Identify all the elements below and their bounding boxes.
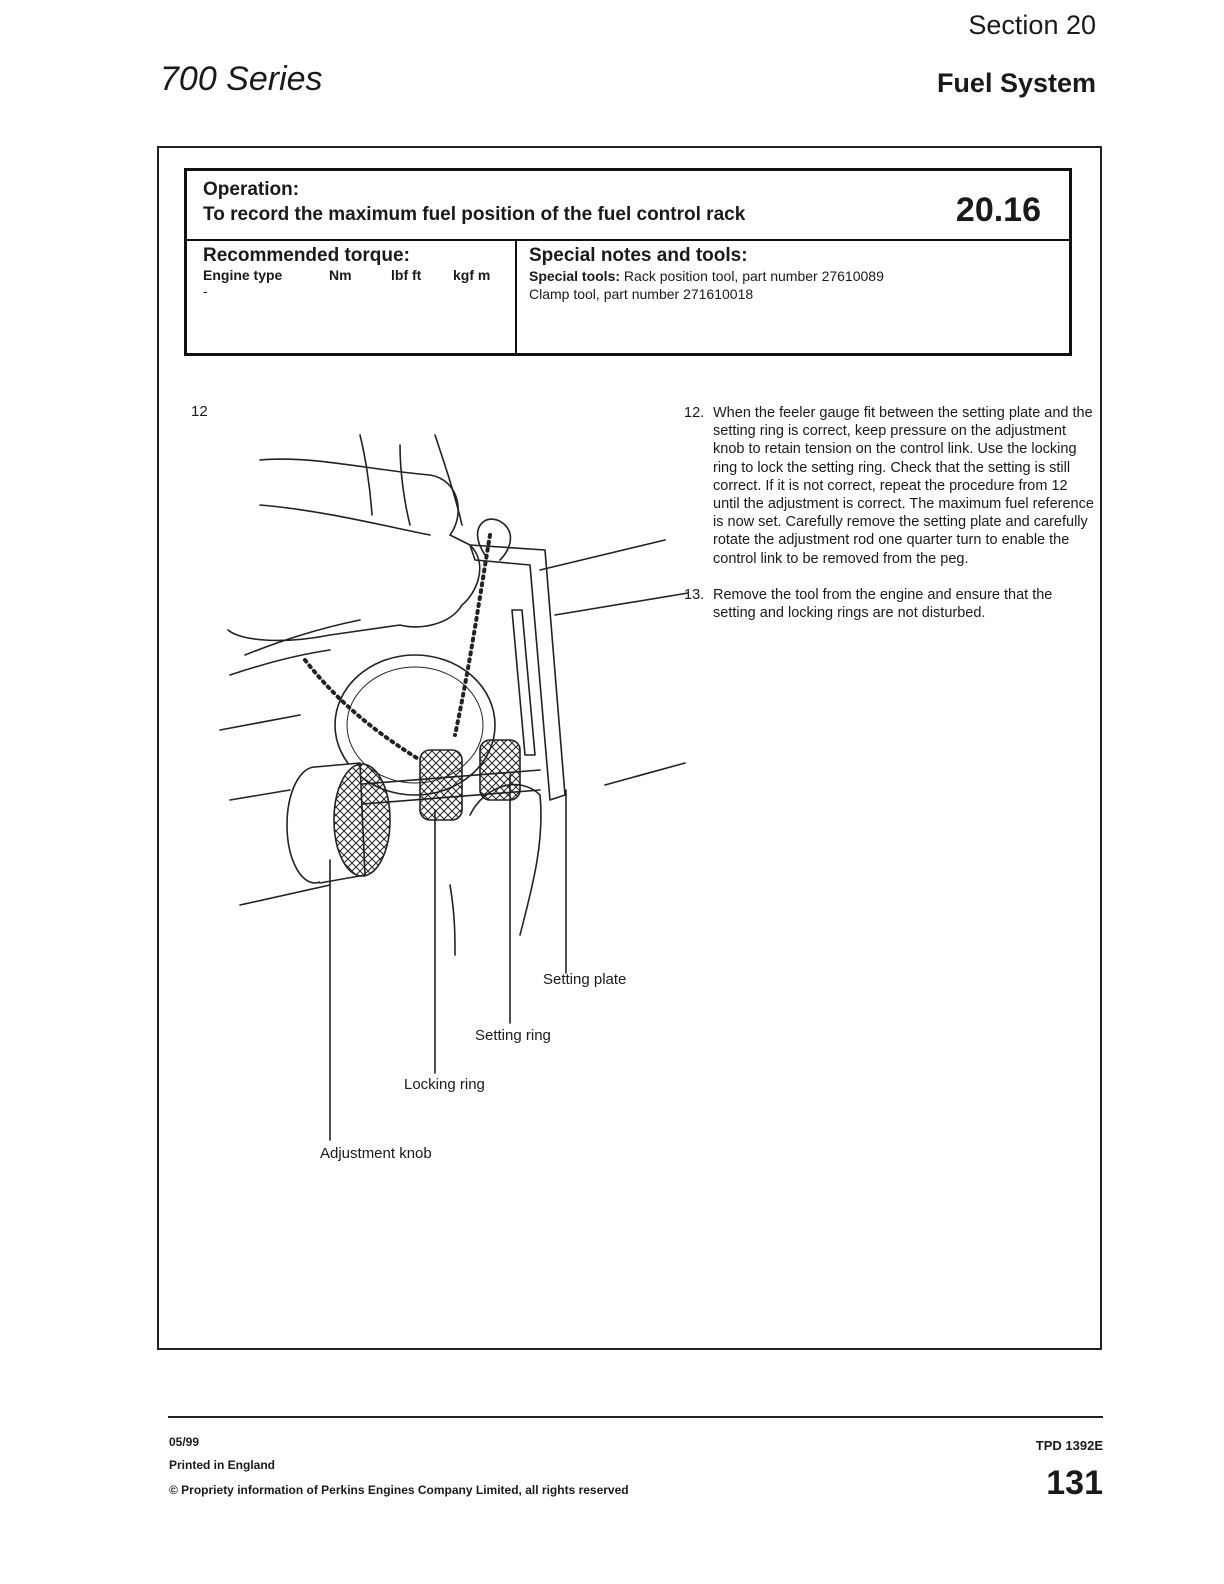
step-13 xyxy=(684,586,1094,622)
callout-locking-ring: Locking ring xyxy=(404,1076,485,1093)
series-title: 700 Series xyxy=(160,60,323,98)
footer-printed: Printed in England xyxy=(169,1458,276,1472)
step-text: Remove the tool from the engine and ensure that the setting and locking rings are not disturbed. xyxy=(713,586,1053,622)
torque-panel xyxy=(187,239,517,353)
step-number: 13. xyxy=(684,586,705,603)
bead-chain xyxy=(305,535,490,760)
figure-number: 12 xyxy=(191,403,208,420)
document-number: TPD 1392E xyxy=(1035,1438,1103,1453)
torque-header-nm: Nm xyxy=(329,267,352,283)
engine-edge-lower xyxy=(605,763,685,785)
section-label: Section 20 xyxy=(968,10,1096,40)
torque-title: Recommended torque: xyxy=(203,245,410,266)
tool-hook xyxy=(478,519,511,560)
system-title: Fuel System xyxy=(936,68,1096,98)
footer-rule xyxy=(168,1416,1103,1418)
operation-label: Operation: xyxy=(203,179,300,200)
hand-outline xyxy=(228,459,480,640)
thumb-outline xyxy=(360,435,462,525)
special-tools-label: Special tools: xyxy=(529,268,621,284)
procedure-steps xyxy=(684,404,1094,640)
callout-setting-ring: Setting ring xyxy=(475,1027,551,1044)
clamp-tool: Clamp tool, part number 271610018 xyxy=(529,286,754,302)
operation-box xyxy=(184,168,1072,356)
torque-header-kgf-m: kgf m xyxy=(453,267,491,283)
footer-copyright: © Propriety information of Perkins Engines Company Limited, all rights reserved xyxy=(169,1483,629,1497)
torque-header-lbf-ft: lbf ft xyxy=(391,267,422,283)
locking-ring xyxy=(420,750,462,820)
finger-lines xyxy=(230,505,430,675)
engine-edge-top xyxy=(540,540,665,570)
engine-edge-left xyxy=(220,715,300,730)
callout-adjustment-knob: Adjustment knob xyxy=(320,1145,432,1162)
callout-setting-plate: Setting plate xyxy=(543,971,627,988)
page-number: 131 xyxy=(1046,1464,1103,1502)
step-12 xyxy=(684,404,1094,568)
notes-panel xyxy=(517,239,1069,353)
engine-edge-left-lower xyxy=(230,790,290,800)
torque-header-engine-type: Engine type xyxy=(203,267,283,283)
setting-ring xyxy=(480,740,520,800)
footer-date: 05/99 xyxy=(169,1435,200,1449)
step-number: 12. xyxy=(684,405,705,421)
lower-finger xyxy=(450,785,541,955)
operation-description: To record the maximum fuel position of the fuel control rack xyxy=(203,204,746,225)
torque-value: - xyxy=(203,283,208,299)
tool-slot xyxy=(512,610,535,755)
special-tools-line xyxy=(529,268,884,284)
notes-title: Special notes and tools: xyxy=(529,245,748,266)
rack-position-tool: Rack position tool, part number 27610089 xyxy=(620,268,884,284)
operation-header xyxy=(187,171,1069,241)
step-text: When the feeler gauge fit between the setting plate and the setting ring is correct, keep pressure on the adjustment knob to retain tension on the control link. Use the locking ring to lock the setting ring. Check that the setting is still correct. If it is not correct, repeat the procedure from 12 until the adjustment is correct. The maximum fuel reference is now set. Carefully remove the setting plate and carefully rotate the adjustment rod one quarter turn to enable the control link to be removed from the peg. xyxy=(713,405,1094,567)
engine-edge-middle xyxy=(555,593,688,615)
rack-position-tool-illustration xyxy=(200,415,700,1165)
operation-number: 20.16 xyxy=(955,191,1041,229)
engine-edge-bottom xyxy=(240,885,330,905)
